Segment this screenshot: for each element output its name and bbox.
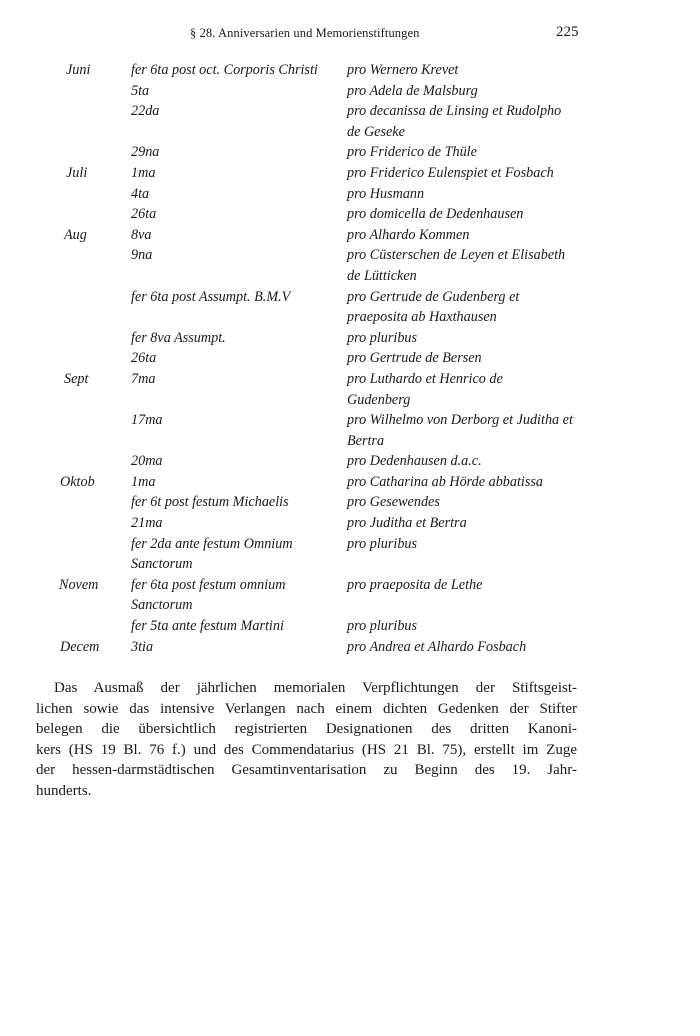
- table-row: [0, 577, 700, 598]
- day-cell: fer 8va Assumpt.: [131, 329, 226, 346]
- beneficiary-cell: Gudenberg: [347, 391, 411, 408]
- table-row: [0, 639, 700, 660]
- month-cell: Juli: [66, 164, 88, 181]
- day-cell: 4ta: [131, 185, 150, 202]
- beneficiary-cell: pro Dedenhausen d.a.c.: [347, 453, 482, 470]
- beneficiary-cell: de Lütticken: [347, 267, 417, 284]
- month-cell: Sept: [64, 370, 89, 387]
- month-cell: Oktob: [60, 473, 95, 490]
- day-cell: 3tia: [131, 638, 154, 655]
- beneficiary-cell: pro Gertrude de Bersen: [347, 350, 482, 367]
- paragraph-line: kers (HS 19 Bl. 76 f.) und des Commendatarius (HS 21 Bl. 75), erstellt im Zuge: [36, 741, 577, 758]
- table-row: [0, 392, 700, 413]
- table-row: [0, 124, 700, 145]
- day-cell: 17ma: [131, 412, 163, 429]
- day-cell: 26ta: [131, 350, 157, 367]
- beneficiary-cell: pro Gertrude de Gudenberg et: [347, 288, 520, 305]
- running-header: [0, 26, 700, 46]
- table-row: [0, 268, 700, 289]
- beneficiary-cell: praeposita ab Haxthausen: [347, 309, 497, 326]
- table-row: [0, 556, 700, 577]
- beneficiary-cell: pro Friderico Eulenspiet et Fosbach: [347, 164, 554, 181]
- beneficiary-cell: pro Friderico de Thüle: [347, 144, 477, 161]
- table-row: [0, 618, 700, 639]
- beneficiary-cell: pro Juditha et Bertra: [347, 515, 467, 532]
- month-cell: Decem: [60, 638, 100, 655]
- day-cell: fer 2da ante festum Omnium: [131, 535, 293, 552]
- table-row: [0, 453, 700, 474]
- beneficiary-cell: pro Wilhelmo von Derborg et Juditha et: [347, 412, 573, 429]
- day-cell: 8va: [131, 226, 152, 243]
- beneficiary-cell: pro Cüsterschen de Leyen et Elisabeth: [347, 247, 566, 264]
- memorial-table: [0, 62, 700, 659]
- day-cell: 22da: [131, 103, 160, 120]
- table-row: [0, 515, 700, 536]
- day-cell: 20ma: [131, 453, 163, 470]
- table-row: [0, 83, 700, 104]
- paragraph-line: lichen sowie das intensive Verlangen nach einem dichten Gedenken der Stifter: [36, 700, 577, 717]
- table-row: [0, 536, 700, 557]
- day-cell: 1ma: [131, 164, 156, 181]
- table-row: [0, 206, 700, 227]
- paragraph-line: hunderts.: [36, 782, 92, 799]
- day-cell: 7ma: [131, 370, 156, 387]
- day-cell: 1ma: [131, 473, 156, 490]
- beneficiary-cell: pro pluribus: [347, 535, 418, 552]
- paragraph-line: der hessen-darmstädtischen Gesamtinventarisation zu Beginn des 19. Jahr-: [36, 762, 577, 779]
- beneficiary-cell: pro pluribus: [347, 618, 418, 635]
- table-row: [0, 350, 700, 371]
- day-cell: fer 5ta ante festum Martini: [131, 618, 284, 635]
- page-number: 225: [556, 24, 579, 40]
- table-row: [0, 330, 700, 351]
- day-cell: 9na: [131, 247, 153, 264]
- day-cell: Sanctorum: [131, 597, 193, 614]
- header-title: § 28. Anniversarien und Memorienstiftungen: [190, 26, 420, 40]
- beneficiary-cell: pro Gesewendes: [347, 494, 440, 511]
- day-cell: fer 6ta post oct. Corporis Christi: [131, 62, 318, 78]
- day-cell: fer 6t post festum Michaelis: [131, 494, 289, 511]
- day-cell: 26ta: [131, 206, 157, 223]
- day-cell: fer 6ta post Assumpt. B.M.V: [131, 288, 291, 305]
- day-cell: 21ma: [131, 515, 163, 532]
- body-paragraph: [36, 678, 577, 802]
- month-cell: Novem: [59, 576, 99, 593]
- table-row: [0, 247, 700, 268]
- day-cell: 5ta: [131, 82, 150, 99]
- day-cell: Sanctorum: [131, 556, 193, 573]
- month-cell: Aug: [64, 226, 87, 243]
- table-row: [0, 412, 700, 433]
- beneficiary-cell: pro Catharina ab Hörde abbatissa: [347, 473, 544, 490]
- beneficiary-cell: pro Alhardo Kommen: [347, 226, 470, 243]
- day-cell: fer 6ta post festum omnium: [131, 576, 286, 593]
- beneficiary-cell: pro praeposita de Lethe: [347, 576, 483, 593]
- day-cell: 29na: [131, 144, 160, 161]
- table-row: [0, 289, 700, 310]
- paragraph-line: Das Ausmaß der jährlichen memorialen Verpflichtungen der Stiftsgeist-: [54, 680, 577, 696]
- beneficiary-cell: pro decanissa de Linsing et Rudolpho: [347, 103, 562, 120]
- beneficiary-cell: pro pluribus: [347, 329, 418, 346]
- table-row: [0, 597, 700, 618]
- table-row: [0, 309, 700, 330]
- beneficiary-cell: pro Wernero Krevet: [347, 62, 459, 78]
- table-row: [0, 186, 700, 207]
- table-row: [0, 227, 700, 248]
- table-row: [0, 494, 700, 515]
- month-cell: Juni: [66, 62, 91, 78]
- beneficiary-cell: pro Andrea et Alhardo Fosbach: [347, 638, 527, 655]
- beneficiary-cell: Bertra: [347, 432, 385, 449]
- table-row: [0, 433, 700, 454]
- table-row: [0, 165, 700, 186]
- table-row: [0, 103, 700, 124]
- paragraph-line: belegen die übersichtlich registrierten Designationen des dritten Kanoni-: [36, 721, 577, 738]
- table-row: [0, 474, 700, 495]
- table-row: [0, 371, 700, 392]
- beneficiary-cell: pro Luthardo et Henrico de: [347, 370, 503, 387]
- beneficiary-cell: pro Adela de Malsburg: [347, 82, 478, 99]
- beneficiary-cell: pro Husmann: [347, 185, 425, 202]
- beneficiary-cell: pro domicella de Dedenhausen: [347, 206, 524, 223]
- table-row: [0, 62, 700, 83]
- beneficiary-cell: de Geseke: [347, 123, 405, 140]
- table-row: [0, 144, 700, 165]
